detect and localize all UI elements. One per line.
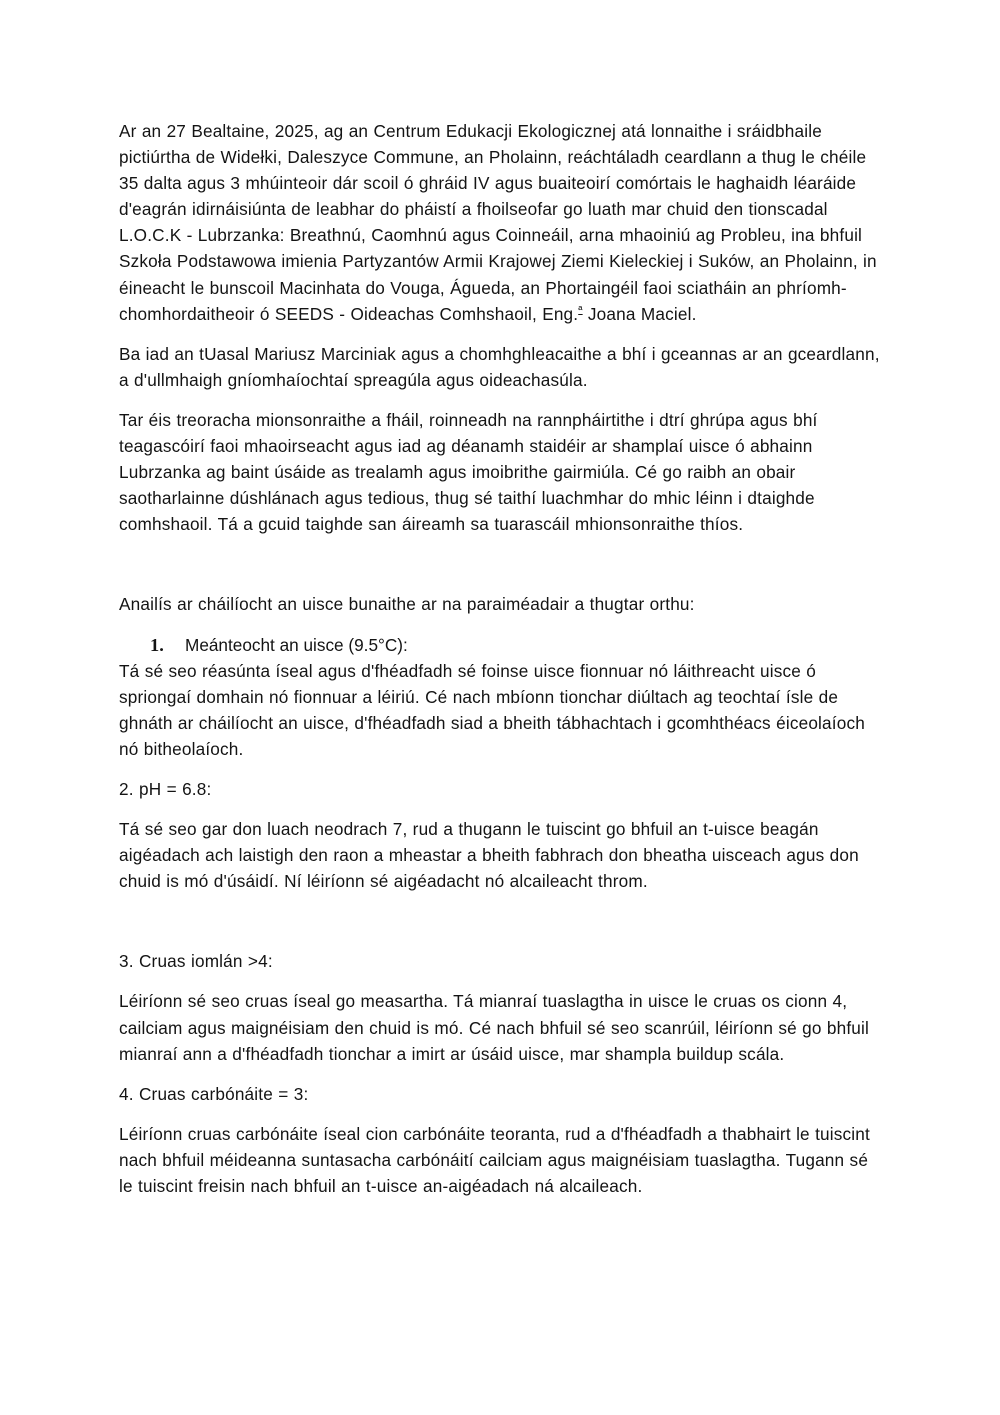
paragraph-carbonate-hardness-body: Léiríonn cruas carbónáite íseal cion carbónáite teoranta, rud a d'fhéadfadh a thabhairt le tuiscint nach bhfuil méideanna suntasacha carbónáití cailciam agus maignéisiam tuaslagtha. Tugann sé le tuiscint freisin nach bhfuil an t-uisce an-aigéadach ná alcaileach. bbox=[119, 1123, 870, 1196]
list-item-temperature bbox=[119, 632, 881, 658]
paragraph-intro-text-before-superscript: Ar an 27 Bealtaine, 2025, ag an Centrum Edukacji Ekologicznej atá lonnaithe i sráidbhaile pictiúrtha de Widełki, Daleszyce Commune, an Pholainn, reáchtáladh ceardlann a thug le chéile 35 dalta agus 3 mhúinteoir dár scoil ó ghráid IV agus buaiteoirí comórtais le haghaidh léaráide d'eagrán idirnáisiúnta de leabhar do pháistí a fhoilseofar go luath mar chuid den tionscadal L.O.C.K - Lubrzanka: Breathnú, Caomhnú agus Coinneáil, arna mhaoiniú ag Probleu, ina bhfuil Szkoła Podstawowa imienia Partyzantów Armii Krajowej Ziemi Kieleckiej i Suków, an Pholainn, in éineacht le bunscoil Macinhata do Vouga, Águeda, an Phortaingéil faoi sciatháin an phríomh-chomhordaitheoir ó SEEDS - Oideachas Comhshaoil, Eng. bbox=[119, 121, 877, 324]
paragraph-intro-text-after-superscript: Joana Maciel. bbox=[582, 303, 697, 324]
paragraph-fieldwork: Tar éis treoracha mionsonraithe a fháil, roinneadh na rannpháirtithe i dtrí ghrúpa agus bhí teagascóirí faoi mhaoirseacht agus iad ag déanamh staidéir ar shamplaí uisce ó abhainn Lubrzanka ag baint úsáide as trealamh agus imoibrithe gairmiúla. Cé go raibh an obair saotharlainne dúshlánach agus tedious, thug sé taithí luachmhar do mhic léinn i dtaighde comhshaoil. Tá a gcuid taighde san áireamh sa tuarascáil mhionsonraithe thíos. bbox=[119, 409, 818, 535]
list-item-label: Meánteocht an uisce (9.5°C): bbox=[185, 634, 408, 655]
paragraph-analysis-intro: Anailís ar cháilíocht an uisce bunaithe ar na paraiméadair a thugtar orthu: bbox=[119, 594, 695, 615]
paragraph-spacer-1 bbox=[119, 551, 881, 577]
heading-total-hardness: 3. Cruas iomlán >4: bbox=[119, 951, 273, 972]
heading-ph: 2. pH = 6.8: bbox=[119, 778, 212, 799]
paragraph-workshop-leaders: Ba iad an tUasal Mariusz Marciniak agus a chomhghleacaithe a bhí i gceannas ar an gceardlann, a d'ullmhaigh gníomhaíochtaí spreagúla agus oideachasúla. bbox=[119, 343, 880, 390]
paragraph-intro bbox=[119, 118, 881, 327]
paragraph-ph-body: Tá sé seo gar don luach neodrach 7, rud a thugann le tuiscint go bhfuil an t-uisce beagán aigéadach ach laistigh den raon a mheastar a bheith fabhrach don bheatha uisceach agus don chuid is mó d'úsáidí. Ní léiríonn sé aigéadacht nó alcaileacht throm. bbox=[119, 819, 859, 892]
parameter-list bbox=[119, 632, 881, 658]
paragraph-total-hardness-body: Léiríonn sé seo cruas íseal go measartha. Tá mianraí tuaslagtha in uisce le cruas os cionn 4, cailciam agus maignéisiam den chuid is mó. Cé nach bhfuil sé seo scanrúil, léiríonn sé go bhfuil mianraí ann a d'fhéadfadh tionchar a imirt ar úsáid uisce, mar shampla buildup scála. bbox=[119, 991, 870, 1064]
paragraph-spacer-2 bbox=[119, 908, 881, 934]
document-body bbox=[119, 118, 881, 1199]
heading-carbonate-hardness: 4. Cruas carbónáite = 3: bbox=[119, 1083, 309, 1104]
ordinal-superscript: ª bbox=[578, 303, 583, 316]
list-item-marker: 1. bbox=[150, 634, 164, 655]
paragraph-temperature-body: Tá sé seo réasúnta íseal agus d'fhéadfadh sé foinse uisce fionnuar nó láithreacht uisce ó spriongaí domhain nó fionnuar a léiriú. Cé nach mbíonn tionchar diúltach ag teochtaí ísle de ghnáth ar cháilíocht an uisce, d'fhéadfadh siad a bheith tábhachtach i gcomhthéacs éiceolaíoch nó bitheolaíoch. bbox=[119, 660, 865, 759]
